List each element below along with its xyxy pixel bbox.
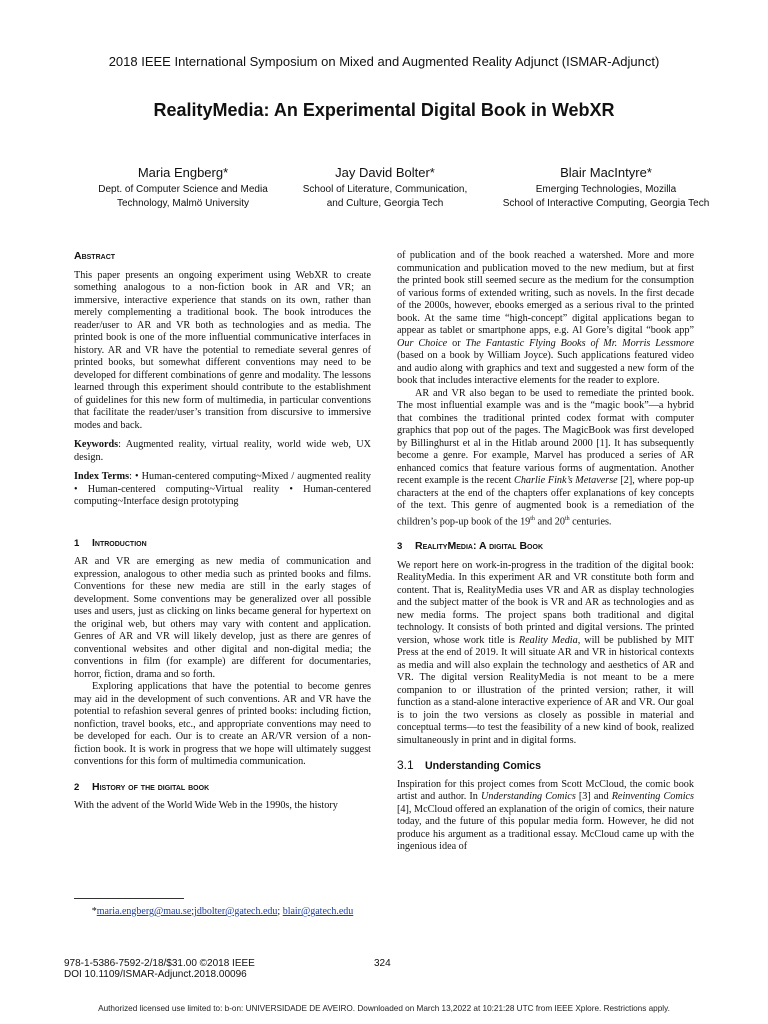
index-terms: Index Terms: • Human-centered computing~Mixed / augmented reality • Human-centered computing~Virtual reality • Human-centered computing~Interface design prototyping [74, 471, 371, 507]
author-affiliation [494, 183, 718, 211]
keywords: Keywords: Augmented reality, virtual reality, world wide web, UX design. [74, 439, 371, 463]
abstract-heading: Abstract [74, 250, 116, 262]
right-column [397, 250, 694, 854]
email-link[interactable]: blair@gatech.edu [282, 906, 354, 917]
copyright-block [64, 958, 255, 980]
email-link[interactable]: jdbolter@gatech.edu [194, 906, 278, 917]
section-1-paragraph-1: AR and VR are emerging as new media of communication and expression, analogous to other media such as printed books and films. Conventions for these new media are still in the early stages of development. Some conventions may be generalized over all possible uses and users, just as clicking on links became general for hypertext on the original web, but others may vary with content and application. Genres of AR and VR will likely develop, just as there are genres of conventional websites and other digital and non-digital media; the conventions in film (for example) are different for documentaries, horror, fiction, drama and so forth. [74, 556, 371, 680]
author-name: Maria Engberg* [137, 165, 229, 180]
affiliation-line: Dept. of Computer Science and Media [98, 184, 268, 195]
license-notice: Authorized licensed use limited to: b-on: UNIVERSIDADE DE AVEIRO. Downloaded on March 13,2022 at 10:21:28 UTC from IEEE Xplore. Restrictions apply. [98, 1004, 670, 1013]
section-2-paragraph-2: AR and VR also began to be used to remediate the printed book. The most influential example was and is the “magic book”—a hybrid that combines the traditional printed codex format with computer graphics that pop out of the pages. The MagicBook was first developed by Billinghurst et al in the Hitlab around 2000 [1]. It has subsequently become a genre. For example, Marvel has produced a series of AR enhanced comics that feature various forms of augmentation. Another recent example is the recent Charlie Fink’s Metaverse [2], where pop-up characters at the end of the chapters offer explanations of key concepts of the text. This genre of augmented book is a remediation of the children’s pop-up book of the 19th and 20th centuries. [397, 387, 694, 527]
paper-title: RealityMedia: An Experimental Digital Book in WebXR [153, 100, 615, 120]
section-2-paragraph-1: With the advent of the World Wide Web in the 1990s, the history [74, 800, 338, 811]
section-1-heading: 1 Introduction [74, 536, 147, 549]
subsection-3-1-paragraph-1: Inspiration for this project comes from Scott McCloud, the comic book artist and author. In Understanding Comics [3] and Reinventing Comics [4], McCloud offered an explanation of the origin of comics, their nature today, and the future of this popular media form. However, he did not produce his argument as a traditional essay. McCloud came up with the ingenious idea of [397, 778, 695, 853]
page-number: 324 [374, 958, 391, 969]
section-3-heading: 3 RealityMedia: A digital Book [397, 540, 543, 553]
affiliation-line: School of Literature, Communication, [302, 184, 468, 195]
isbn-line: 978-1-5386-7592-2/18/$31.00 ©2018 IEEE [64, 958, 255, 969]
author-name: Blair MacIntyre* [560, 165, 652, 180]
affiliation-line: Technology, Malmö University [116, 198, 250, 209]
affiliation-line: and Culture, Georgia Tech [326, 198, 444, 209]
doi-line: DOI 10.1109/ISMAR-Adjunct.2018.00096 [64, 969, 247, 980]
affiliation-line: School of Interactive Computing, Georgia Tech [502, 198, 710, 209]
author-block-1 [68, 165, 298, 211]
author-name: Jay David Bolter* [335, 165, 435, 180]
affiliation-line: Emerging Technologies, Mozilla [535, 184, 677, 195]
section-1-paragraph-2: Exploring applications that have the potential to become genres may aid in the development of such conventions. AR and VR have the potential to refashion several genres of printed books: including fiction, nonfiction, travel books, etc., and appropriate conventions may need to be developed for each. Our is to create an AR/VR version of a non-fiction book. It is work in progress that we hope will ultimately suggest conventions for this form of multimedia communication. [74, 681, 371, 767]
email-link[interactable]: maria.engberg@mau.se [96, 906, 192, 917]
section-2-paragraph-1-continued: of publication and of the book reached a watershed. More and more communication and publication moved to the new medium, but at first the printed book still seemed secure as the medium for the consumption of various forms of extended writing, such as novels. In the first decade of the 2000s, however, ebooks emerged as a serious rival to the printed book. At the same time “high-concept” digital applications began to appear as tablet or smartphone apps, e.g. Al Gore’s digital “book app” Our Choice or The Fantastic Flying Books of Mr. Morris Lessmore (based on a book by William Joyce). Such applications featured video and audio along with graphics and text and suggested a new form of the book that includes interactive elements for the reader to explore. [397, 250, 694, 386]
section-3-paragraph-1: We report here on work-in-progress in the tradition of the digital book: RealityMedia. In this experiment AR and VR constitute both form and content. That is, RealityMedia uses VR and AR as display technologies and the subject matter of the book is VR and AR as technologies and as new media forms. The project spans both traditional and digital technology. It consists of both printed and digital versions. The printed version, whose work title is Reality Media, will be published by MIT Press at the end of 2019. It will situate AR and VR in historical contexts as media and will also explain the technology and aesthetics of AR and VR. The digital version RealityMedia is not meant to be a mere companion to or illustration of the printed version; rather, it will function as a stand-alone interactive experience of AR and VR. Our goal is to join the two versions as closely as possible in material and conceptual terms—to test the feasibility of a new kind of book, realized simultaneously in print and in digital forms. [397, 559, 694, 746]
author-affiliation [283, 183, 487, 211]
author-block-3 [494, 165, 718, 211]
footnote-rule [74, 898, 184, 899]
left-column [74, 250, 371, 813]
section-2-heading: 2 History of the digital book [74, 780, 210, 793]
author-affiliation [68, 183, 298, 211]
footnote-marker: * [91, 906, 97, 917]
footnote: *maria.engberg@mau.se;jdbolter@gatech.edu; blair@gatech.edu [91, 906, 354, 917]
abstract-body: This paper presents an ongoing experiment using WebXR to create something analogous to a non-fiction book in AR and VR; an immersive, interactive experience that stands on its own, rather than merely complementing a traditional book. The book introduces the reader/user to AR and VR both as technologies and as media. The printed book is one of the more influential communicative interfaces in history. AR and VR have the potential to remediate several genres of printed books, but somewhat different conventions may need to be developed for different combinations of genre and modality. The lessons learned through this experiment should contribute to the establishment of guidelines for this new form of multimedia, in particular conventions that facilitate the reader/user’s transition from discursive to immersive modes and back. [74, 269, 371, 431]
conference-header: 2018 IEEE International Symposium on Mixed and Augmented Reality Adjunct (ISMAR-Adjunct) [108, 54, 660, 69]
author-block-2 [283, 165, 487, 211]
subsection-3-1-heading: 3.1 Understanding Comics [397, 758, 541, 773]
